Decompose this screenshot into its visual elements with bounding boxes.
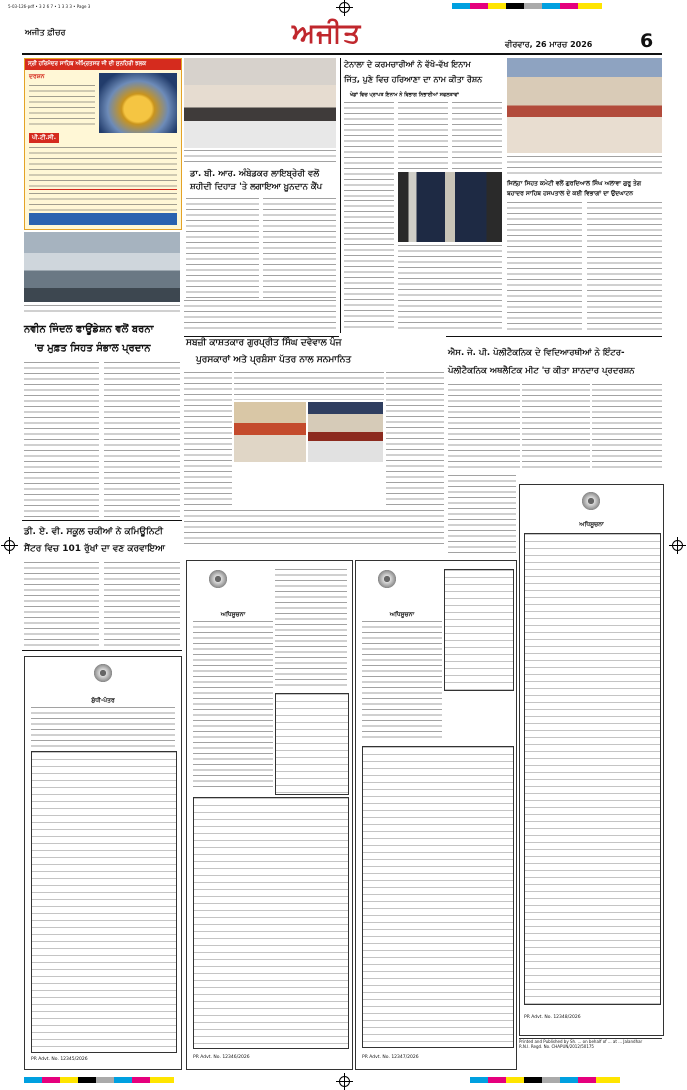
article-sabzi-3 — [386, 372, 444, 507]
footer-line2: R.N.I. Regd. No. CHAPUN/2012/50175 — [519, 1044, 594, 1049]
registration-mark-left — [4, 540, 15, 551]
subhead-tenala: ਖੇਡਾਂ ਵਿਚ ਪ੍ਰਾਪਤ ਇਨਾਮ ਨੇ ਵਿਭਾਗ ਨਿਭਾਈਆਂ ਸਫਲਤਾਵਾਂ — [350, 92, 459, 98]
tender-notice-3 — [355, 560, 517, 1070]
article-tenala-4 — [344, 200, 394, 330]
headline-sabzi-2: ਪੁਰਸਕਾਰਾਂ ਅਤੇ ਪ੍ਰਸ਼ੰਸਾ ਪੱਤਰ ਨਾਲ ਸਨਮਾਨਿਤ — [196, 355, 352, 365]
tender-notice-4 — [519, 484, 664, 1036]
masthead-rule — [22, 53, 662, 55]
photo-athletes — [398, 172, 502, 242]
article-naveen-2 — [104, 362, 180, 517]
ad-golden-tag: ਦਰਸ਼ਨ — [29, 73, 45, 80]
article-tenala-5 — [398, 245, 502, 330]
article-polytech-2 — [522, 384, 590, 469]
article-sabzi-1 — [184, 372, 232, 507]
photo-naveen — [24, 232, 180, 302]
tender-notice-1 — [24, 656, 182, 1070]
photo-sabzi-2 — [308, 402, 383, 462]
color-bar-bottom-right — [470, 1077, 620, 1083]
headline-dav-2: ਸੈਂਟਰ ਵਿਚ 101 ਰੁੱਖਾਂ ਦਾ ਵਣ ਕਰਵਾਇਆ — [24, 544, 165, 554]
tender-4-ref: PR Advt. No. 12348/2026 — [524, 1015, 581, 1020]
registration-mark-bottom — [339, 1076, 350, 1087]
color-bar-bottom — [24, 1077, 174, 1083]
caption-award — [184, 150, 336, 162]
article-dav-1 — [24, 562, 99, 647]
article-health-2 — [587, 202, 662, 330]
photo-sabzi-1 — [234, 402, 306, 462]
ad-golden-image — [99, 73, 177, 133]
article-tenala-1 — [344, 102, 394, 197]
headline-blood-camp: ਡਾ. ਬੀ. ਆਰ. ਅੰਬੇਡਕਰ ਲਾਇਬ੍ਰੇਰੀ ਵਲੋਂ ਸ਼ਹੀਦੀ ਦਿਹਾੜ 'ਤੇ ਲਗਾਇਆ ਖ਼ੂਨਦਾਨ ਕੈਂਪ — [190, 169, 323, 192]
headline-health-2: ਬਹਾਦਰ ਸਾਹਿਬ ਹਸਪਤਾਲ ਦੇ ਕਈ ਵਿਭਾਗਾਂ ਦਾ ਉਦਘਾਟਨ — [507, 190, 634, 197]
tender-4-heading: ਅਧਿਸੂਚਨਾ — [579, 521, 604, 528]
registration-mark-right — [672, 540, 683, 551]
ad-golden-subtag: ਪੀ.ਟੀ.ਸੀ. — [29, 133, 59, 143]
ad-golden-temple — [24, 58, 182, 230]
photo-award — [184, 58, 336, 148]
headline-tenala: ਟੇਨਾਲਾ ਦੇ ਕਰਮਚਾਰੀਆਂ ਨੇ ਵੱਖੋ-ਵੱਖ ਇਨਾਮ — [344, 60, 471, 69]
page-strip: 5-03-126-pdf • 3 2 6 7 • 1 3 3 3 • Page 3 — [8, 4, 91, 9]
masthead-date: ਵੀਰਵਾਰ, 26 ਮਾਰਚ 2026 — [505, 40, 593, 49]
footer-imprint — [519, 1038, 662, 1071]
masthead-title: ਅਜੀਤ — [292, 18, 362, 49]
masthead-left: ਅਜੀਤ ਫ਼ੀਚਰ — [25, 28, 66, 37]
tender-2-heading: ਅਧਿਸੂਚਨਾ — [220, 611, 246, 618]
registration-mark-top — [339, 2, 350, 13]
article-polytech-3 — [592, 384, 662, 469]
headline-polytech: ਐਸ. ਜੇ. ਪੀ. ਪੋਲੀਟੈਕਨਿਕ ਦੇ ਵਿਦਿਆਰਥੀਆਂ ਨੇ ਇੰਟਰ- — [448, 348, 625, 358]
article-sabzi-2 — [234, 372, 384, 400]
article-naveen-1 — [24, 362, 99, 517]
article-tenala-3 — [452, 102, 502, 172]
article-blood-camp — [186, 198, 259, 298]
tender-3-heading: ਅਧਿਸੂਚਨਾ — [389, 611, 415, 618]
headline-naveen-2: 'ਚ ਮੁਫ਼ਤ ਸਿਹਤ ਸੰਭਾਲ ਪ੍ਰਦਾਨ — [34, 343, 151, 354]
caption-hospital — [507, 156, 662, 176]
headline-tenala-2: ਜਿੱਤ, ਪੁਣੇ ਵਿਚ ਹਰਿਆਣਾ ਦਾ ਨਾਮ ਕੀਤਾ ਰੌਸ਼ਨ — [344, 75, 483, 84]
tender-notice-2 — [186, 560, 353, 1070]
headline-dav: ਡੀ. ਏ. ਵੀ. ਸਕੂਲ ਚਕੀਆਂ ਨੇ ਕਮਿਊਨਿਟੀ — [24, 527, 163, 537]
page-number: 6 — [640, 30, 654, 52]
tender-left-extra — [448, 475, 516, 555]
article-extra-mid — [184, 300, 336, 330]
headline-naveen: ਨਵੀਨ ਜਿੰਦਲ ਫਾਊਂਡੇਸ਼ਨ ਵਲੋਂ ਬਰਨਾ — [24, 324, 154, 335]
tender-1-ref: PR Advt. No. 12345/2026 — [31, 1057, 88, 1062]
article-sabzi-4 — [184, 510, 444, 545]
tender-2-ref: PR Advt. No. 12346/2026 — [193, 1055, 250, 1060]
caption-naveen — [24, 305, 180, 315]
article-blood-camp-2 — [263, 198, 336, 298]
tender-3-ref: PR Advt. No. 12347/2026 — [362, 1055, 419, 1060]
tender-1-heading: ਸ਼ੁੱਧੀ-ਪੱਤਰ — [91, 697, 115, 704]
article-polytech-1 — [448, 384, 520, 469]
ad-golden-title: ਸ੍ਰੀ ਹਰਿਮੰਦਰ ਸਾਹਿਬ ਅੰਮ੍ਰਿਤਸਰ ਜੀ ਦੀ ਸੁਨਹਿਰੀ ਝਲਕ — [25, 59, 181, 70]
article-dav-2 — [104, 562, 180, 647]
headline-sabzi: ਸਬਜ਼ੀ ਕਾਸ਼ਤਕਾਰ ਗੁਰਪ੍ਰੀਤ ਸਿੰਘ ਦਵੇਵਾਲ ਪੰਜ — [186, 338, 342, 348]
headline-health: ਜਿਲ੍ਹਾ ਸਿਹਤ ਕਮੇਟੀ ਵਲੋਂ ਗੁਰਦਿਆਲ ਸਿੰਘ ਅਲਾਵਾ ਗੁਰੂ ਤੇਗ — [507, 180, 642, 187]
headline-polytech-2: ਪੋਲੀਟੈਕਨਿਕ ਅਥਲੈਟਿਕ ਮੀਟ 'ਚ ਕੀਤਾ ਸ਼ਾਨਦਾਰ ਪ੍ਰਦਰਸ਼ਨ — [448, 366, 635, 376]
footer-line1: Printed and Published by Sh. ... on behalf of ... at ... Jalandhar — [519, 1039, 643, 1044]
color-bar-top — [452, 3, 602, 9]
photo-hospital — [507, 58, 662, 153]
article-health-1 — [507, 202, 582, 330]
